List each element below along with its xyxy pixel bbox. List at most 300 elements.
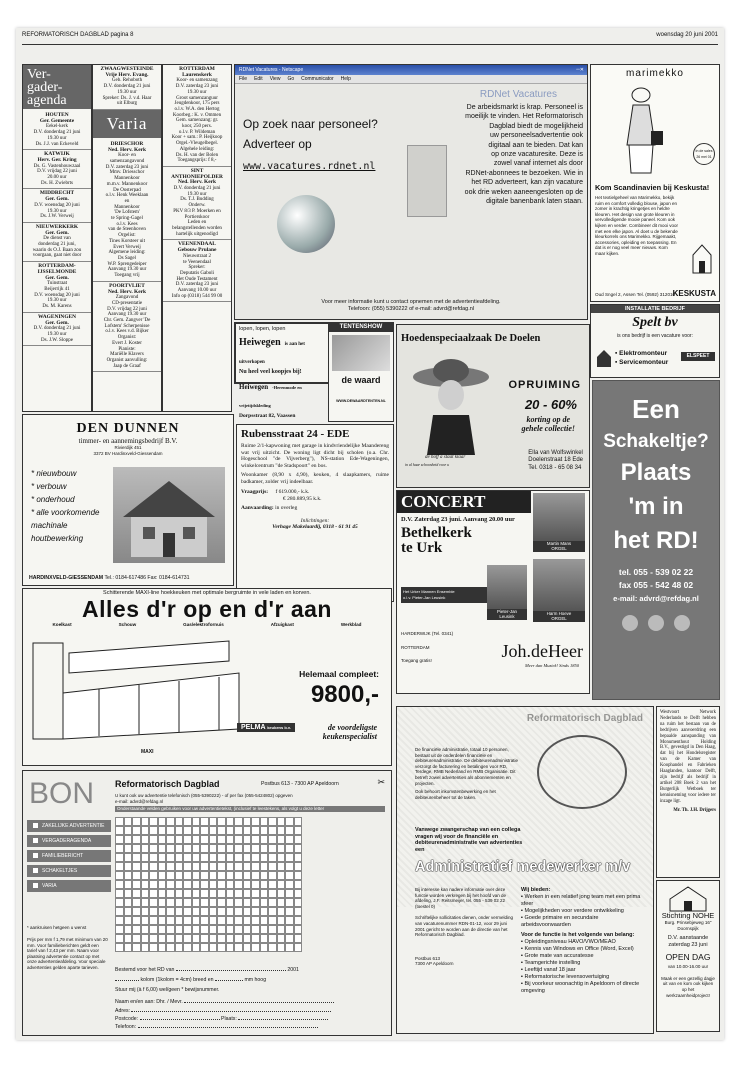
bon-grid-cell[interactable] [285, 880, 294, 889]
bon-grid-cell[interactable] [285, 862, 294, 871]
bon-grid-cell[interactable] [192, 853, 201, 862]
bon-grid-cell[interactable] [124, 817, 133, 826]
bon-grid-cell[interactable] [217, 817, 226, 826]
bon-grid-cell[interactable] [166, 925, 175, 934]
bon-addr-input[interactable] [131, 1011, 331, 1012]
bon-grid-cell[interactable] [260, 835, 269, 844]
bon-grid-cell[interactable] [217, 898, 226, 907]
bon-grid-cell[interactable] [243, 862, 252, 871]
bon-grid-cell[interactable] [158, 934, 167, 943]
bon-grid-cell[interactable] [124, 862, 133, 871]
bon-grid-cell[interactable] [243, 817, 252, 826]
bon-grid-cell[interactable] [124, 844, 133, 853]
bon-grid-cell[interactable] [149, 880, 158, 889]
bon-grid-cell[interactable] [158, 835, 167, 844]
bon-grid-cell[interactable] [285, 925, 294, 934]
bon-grid-cell[interactable] [260, 934, 269, 943]
bon-grid-cell[interactable] [192, 826, 201, 835]
bon-grid-cell[interactable] [294, 943, 303, 952]
bon-grid-cell[interactable] [234, 889, 243, 898]
bon-city-input[interactable] [238, 1019, 328, 1020]
checkbox-icon[interactable] [33, 883, 38, 888]
bon-grid-cell[interactable] [200, 862, 209, 871]
bon-grid-cell[interactable] [141, 862, 150, 871]
bon-grid-cell[interactable] [124, 880, 133, 889]
bon-grid-cell[interactable] [251, 925, 260, 934]
bon-grid-cell[interactable] [294, 817, 303, 826]
bon-grid-cell[interactable] [141, 844, 150, 853]
bon-grid-cell[interactable] [268, 916, 277, 925]
bon-grid-cell[interactable] [166, 934, 175, 943]
bon-grid-cell[interactable] [226, 943, 235, 952]
bon-grid-cell[interactable] [251, 916, 260, 925]
bon-grid-cell[interactable] [277, 817, 286, 826]
bon-grid-cell[interactable] [277, 835, 286, 844]
bon-grid-cell[interactable] [192, 871, 201, 880]
bon-grid-cell[interactable] [124, 871, 133, 880]
bon-grid-cell[interactable] [158, 880, 167, 889]
bon-grid-cell[interactable] [260, 916, 269, 925]
bon-grid-cell[interactable] [226, 898, 235, 907]
bon-grid-cell[interactable] [217, 844, 226, 853]
bon-grid-cell[interactable] [158, 817, 167, 826]
bon-grid-cell[interactable] [217, 835, 226, 844]
bon-grid-cell[interactable] [132, 943, 141, 952]
bon-grid-cell[interactable] [175, 826, 184, 835]
bon-grid-cell[interactable] [277, 862, 286, 871]
bon-grid-cell[interactable] [132, 898, 141, 907]
bon-grid-cell[interactable] [243, 871, 252, 880]
bon-grid-cell[interactable] [209, 916, 218, 925]
bon-grid-cell[interactable] [192, 880, 201, 889]
bon-grid-cell[interactable] [200, 835, 209, 844]
bon-grid-cell[interactable] [234, 880, 243, 889]
bon-grid-cell[interactable] [175, 844, 184, 853]
bon-grid-cell[interactable] [209, 871, 218, 880]
bon-grid-cell[interactable] [115, 889, 124, 898]
bon-grid-cell[interactable] [234, 844, 243, 853]
bon-grid-cell[interactable] [141, 907, 150, 916]
bon-grid-cell[interactable] [158, 871, 167, 880]
bon-grid-cell[interactable] [175, 943, 184, 952]
bon-grid-cell[interactable] [149, 943, 158, 952]
bon-grid-cell[interactable] [124, 835, 133, 844]
bon-grid-cell[interactable] [226, 826, 235, 835]
bon-grid-cell[interactable] [141, 889, 150, 898]
bon-grid-cell[interactable] [251, 817, 260, 826]
bon-grid-cell[interactable] [243, 880, 252, 889]
bon-grid-cell[interactable] [166, 943, 175, 952]
bon-grid-cell[interactable] [251, 943, 260, 952]
bon-grid-cell[interactable] [277, 826, 286, 835]
bon-grid-cell[interactable] [251, 889, 260, 898]
bon-grid-cell[interactable] [285, 817, 294, 826]
bon-grid-cell[interactable] [260, 844, 269, 853]
bon-grid-cell[interactable] [234, 853, 243, 862]
bon-grid-cell[interactable] [234, 925, 243, 934]
bon-grid-cell[interactable] [285, 853, 294, 862]
bon-grid-cell[interactable] [124, 898, 133, 907]
bon-grid-cell[interactable] [132, 934, 141, 943]
bon-name-input[interactable] [184, 1002, 334, 1003]
bon-grid-cell[interactable] [141, 943, 150, 952]
bon-grid-cell[interactable] [268, 826, 277, 835]
bon-zip-row[interactable]: Postcode: Plaats: [115, 1015, 385, 1023]
bon-grid-cell[interactable] [268, 817, 277, 826]
bon-grid-cell[interactable] [243, 853, 252, 862]
bon-grid-cell[interactable] [115, 844, 124, 853]
bon-grid-cell[interactable] [166, 916, 175, 925]
bon-grid-cell[interactable] [243, 934, 252, 943]
bon-category-checkbox[interactable]: FAMILIEBERICHT [27, 850, 111, 862]
bon-grid-cell[interactable] [294, 826, 303, 835]
bon-grid-cell[interactable] [166, 853, 175, 862]
bon-grid-cell[interactable] [192, 835, 201, 844]
bon-grid-cell[interactable] [141, 898, 150, 907]
bon-grid-cell[interactable] [260, 907, 269, 916]
bon-grid-cell[interactable] [294, 880, 303, 889]
bon-grid-cell[interactable] [158, 925, 167, 934]
bon-grid-cell[interactable] [234, 934, 243, 943]
bon-grid-cell[interactable] [268, 844, 277, 853]
bon-grid-cell[interactable] [192, 943, 201, 952]
bon-grid-cell[interactable] [277, 916, 286, 925]
bon-grid-cell[interactable] [183, 898, 192, 907]
bon-grid-cell[interactable] [183, 925, 192, 934]
bon-grid-cell[interactable] [285, 943, 294, 952]
bon-grid-cell[interactable] [115, 826, 124, 835]
bon-grid-cell[interactable] [268, 853, 277, 862]
bon-grid-cell[interactable] [226, 844, 235, 853]
bon-grid-cell[interactable] [175, 916, 184, 925]
bon-grid-cell[interactable] [277, 898, 286, 907]
bon-grid-cell[interactable] [115, 871, 124, 880]
bon-name-row[interactable]: Naam en/en aan: Dhr. / Mevr. [115, 997, 385, 1007]
bon-grid-cell[interactable] [192, 889, 201, 898]
bon-grid-cell[interactable] [260, 826, 269, 835]
bon-grid-cell[interactable] [158, 898, 167, 907]
bon-grid-cell[interactable] [192, 925, 201, 934]
bon-grid-cell[interactable] [226, 853, 235, 862]
bon-grid-cell[interactable] [183, 943, 192, 952]
bon-grid-cell[interactable] [294, 925, 303, 934]
bon-grid-cell[interactable] [217, 916, 226, 925]
bon-grid-cell[interactable] [175, 880, 184, 889]
bon-grid-cell[interactable] [285, 835, 294, 844]
bon-grid-cell[interactable] [217, 907, 226, 916]
bon-grid-cell[interactable] [183, 835, 192, 844]
checkbox-icon[interactable] [33, 868, 38, 873]
bon-grid-cell[interactable] [166, 871, 175, 880]
bon-grid-cell[interactable] [260, 925, 269, 934]
bon-grid-cell[interactable] [175, 934, 184, 943]
bon-grid-cell[interactable] [217, 853, 226, 862]
bon-grid-cell[interactable] [200, 817, 209, 826]
bon-grid-cell[interactable] [209, 880, 218, 889]
bon-grid-cell[interactable] [149, 907, 158, 916]
bon-grid-cell[interactable] [251, 853, 260, 862]
bon-grid-cell[interactable] [175, 862, 184, 871]
bon-grid-cell[interactable] [141, 934, 150, 943]
bon-grid-cell[interactable] [115, 934, 124, 943]
bon-grid-cell[interactable] [268, 871, 277, 880]
bon-grid-cell[interactable] [158, 844, 167, 853]
bon-grid-cell[interactable] [277, 844, 286, 853]
bon-grid-cell[interactable] [124, 889, 133, 898]
bon-grid-cell[interactable] [200, 880, 209, 889]
bon-grid-cell[interactable] [277, 907, 286, 916]
bon-grid-cell[interactable] [200, 898, 209, 907]
bon-grid-cell[interactable] [243, 844, 252, 853]
bon-grid-cell[interactable] [260, 943, 269, 952]
bon-grid-cell[interactable] [285, 898, 294, 907]
bon-grid-cell[interactable] [251, 844, 260, 853]
bon-category-checkbox[interactable]: VARIA [27, 880, 111, 892]
bon-grid-cell[interactable] [294, 934, 303, 943]
bon-grid-cell[interactable] [175, 898, 184, 907]
bon-grid-cell[interactable] [175, 835, 184, 844]
bon-grid-cell[interactable] [260, 880, 269, 889]
menu-item-view[interactable]: View [269, 76, 281, 82]
bon-grid-cell[interactable] [132, 871, 141, 880]
bon-grid-cell[interactable] [192, 862, 201, 871]
bon-grid-cell[interactable] [158, 826, 167, 835]
bon-grid-cell[interactable] [243, 916, 252, 925]
bon-grid-cell[interactable] [277, 943, 286, 952]
bon-grid-cell[interactable] [209, 925, 218, 934]
bon-grid-cell[interactable] [268, 880, 277, 889]
bon-grid-cell[interactable] [234, 916, 243, 925]
bon-category-checkbox[interactable]: SCHAKELTJES [27, 865, 111, 877]
bon-grid-cell[interactable] [175, 925, 184, 934]
bon-grid-cell[interactable] [132, 826, 141, 835]
bon-grid-cell[interactable] [294, 844, 303, 853]
bon-grid-cell[interactable] [268, 898, 277, 907]
bon-grid-cell[interactable] [268, 907, 277, 916]
bon-grid-cell[interactable] [124, 916, 133, 925]
bon-grid-cell[interactable] [285, 826, 294, 835]
bon-grid-cell[interactable] [226, 934, 235, 943]
bon-grid-cell[interactable] [132, 889, 141, 898]
bon-grid-cell[interactable] [141, 835, 150, 844]
bon-grid-cell[interactable] [226, 916, 235, 925]
bon-grid-cell[interactable] [183, 871, 192, 880]
bon-grid-cell[interactable] [285, 889, 294, 898]
bon-grid-cell[interactable] [192, 907, 201, 916]
bon-grid-cell[interactable] [277, 880, 286, 889]
bon-grid-cell[interactable] [260, 871, 269, 880]
bon-zip-input[interactable] [140, 1019, 220, 1020]
bon-grid-cell[interactable] [149, 934, 158, 943]
bon-grid-cell[interactable] [234, 907, 243, 916]
bon-grid-cell[interactable] [234, 835, 243, 844]
bon-grid-cell[interactable] [294, 916, 303, 925]
bon-grid-cell[interactable] [158, 853, 167, 862]
bon-grid-cell[interactable] [277, 871, 286, 880]
bon-grid-cell[interactable] [166, 862, 175, 871]
bon-grid-cell[interactable] [277, 853, 286, 862]
bon-grid-cell[interactable] [226, 871, 235, 880]
bon-grid-cell[interactable] [149, 817, 158, 826]
bon-grid-cell[interactable] [268, 925, 277, 934]
bon-grid-cell[interactable] [183, 853, 192, 862]
bon-grid-cell[interactable] [234, 898, 243, 907]
bon-grid-cell[interactable] [149, 898, 158, 907]
bon-grid-cell[interactable] [115, 853, 124, 862]
bon-grid-cell[interactable] [141, 880, 150, 889]
bon-grid-cell[interactable] [251, 835, 260, 844]
bon-tel-row[interactable]: Telefoon: [115, 1023, 385, 1031]
bon-grid-cell[interactable] [141, 916, 150, 925]
bon-grid-cell[interactable] [183, 844, 192, 853]
bon-grid-cell[interactable] [192, 898, 201, 907]
bon-grid-cell[interactable] [183, 916, 192, 925]
checkbox-icon[interactable] [33, 853, 38, 858]
bon-grid-cell[interactable] [166, 880, 175, 889]
bon-grid-cell[interactable] [132, 817, 141, 826]
bon-grid-cell[interactable] [115, 916, 124, 925]
bon-grid-cell[interactable] [158, 916, 167, 925]
bon-grid-cell[interactable] [124, 943, 133, 952]
bon-grid-cell[interactable] [141, 826, 150, 835]
bon-grid-cell[interactable] [251, 907, 260, 916]
bon-grid-cell[interactable] [132, 880, 141, 889]
bon-grid-cell[interactable] [175, 871, 184, 880]
bon-grid-cell[interactable] [217, 871, 226, 880]
bon-columns-input[interactable] [115, 980, 139, 981]
bon-grid-cell[interactable] [234, 862, 243, 871]
bon-grid-cell[interactable] [234, 943, 243, 952]
bon-grid-cell[interactable] [251, 871, 260, 880]
bon-grid-cell[interactable] [260, 853, 269, 862]
bon-grid-cell[interactable] [200, 826, 209, 835]
bon-grid-cell[interactable] [124, 907, 133, 916]
bon-grid-cell[interactable] [217, 925, 226, 934]
bon-grid-cell[interactable] [158, 907, 167, 916]
bon-grid-cell[interactable] [234, 871, 243, 880]
bon-grid-cell[interactable] [166, 889, 175, 898]
bon-grid-cell[interactable] [268, 862, 277, 871]
bon-grid-cell[interactable] [141, 871, 150, 880]
bon-grid-cell[interactable] [200, 871, 209, 880]
bon-grid-cell[interactable] [209, 907, 218, 916]
bon-grid-cell[interactable] [115, 862, 124, 871]
bon-grid-cell[interactable] [183, 862, 192, 871]
bon-grid-cell[interactable] [285, 916, 294, 925]
bon-grid-cell[interactable] [251, 862, 260, 871]
bon-grid-cell[interactable] [294, 889, 303, 898]
bon-grid-cell[interactable] [166, 835, 175, 844]
bon-grid-cell[interactable] [285, 907, 294, 916]
bon-grid-cell[interactable] [277, 925, 286, 934]
bon-grid-cell[interactable] [200, 844, 209, 853]
bon-grid-cell[interactable] [158, 943, 167, 952]
menu-item-file[interactable]: File [239, 76, 248, 82]
bon-grid-cell[interactable] [149, 871, 158, 880]
bon-grid-cell[interactable] [149, 826, 158, 835]
bon-grid-cell[interactable] [166, 844, 175, 853]
bon-grid-cell[interactable] [132, 844, 141, 853]
bon-tel-input[interactable] [138, 1027, 318, 1028]
bon-grid-cell[interactable] [294, 862, 303, 871]
bon-grid-cell[interactable] [285, 871, 294, 880]
menu-item-communicator[interactable]: Communicator [301, 76, 334, 82]
bon-grid-cell[interactable] [175, 817, 184, 826]
bon-grid-cell[interactable] [115, 835, 124, 844]
bon-grid-cell[interactable] [149, 844, 158, 853]
bon-grid-cell[interactable] [149, 925, 158, 934]
bon-grid-cell[interactable] [217, 934, 226, 943]
bon-grid-cell[interactable] [243, 925, 252, 934]
bon-category-checkbox[interactable]: VERGADERAGENDA [27, 835, 111, 847]
bon-grid-cell[interactable] [183, 880, 192, 889]
bon-grid-cell[interactable] [209, 835, 218, 844]
checkbox-icon[interactable] [33, 823, 38, 828]
bon-grid-cell[interactable] [268, 943, 277, 952]
bon-grid-cell[interactable] [149, 853, 158, 862]
bon-grid-cell[interactable] [260, 898, 269, 907]
bon-grid-cell[interactable] [226, 862, 235, 871]
bon-grid-cell[interactable] [209, 853, 218, 862]
bon-grid-cell[interactable] [141, 925, 150, 934]
bon-grid-cell[interactable] [115, 880, 124, 889]
bon-grid-cell[interactable] [132, 907, 141, 916]
bon-grid-cell[interactable] [175, 907, 184, 916]
bon-grid-cell[interactable] [251, 880, 260, 889]
bon-grid-cell[interactable] [158, 862, 167, 871]
bon-grid-cell[interactable] [243, 835, 252, 844]
bon-height-input[interactable] [215, 980, 243, 981]
bon-grid-cell[interactable] [243, 898, 252, 907]
menu-item-help[interactable]: Help [340, 76, 351, 82]
bon-grid-cell[interactable] [132, 916, 141, 925]
bon-grid-cell[interactable] [268, 835, 277, 844]
bon-grid-cell[interactable] [132, 853, 141, 862]
bon-grid-cell[interactable] [200, 925, 209, 934]
bon-grid-cell[interactable] [115, 817, 124, 826]
bon-grid-cell[interactable] [175, 853, 184, 862]
bon-grid-cell[interactable] [209, 898, 218, 907]
bon-grid-cell[interactable] [251, 934, 260, 943]
bon-grid-cell[interactable] [149, 889, 158, 898]
bon-grid-cell[interactable] [149, 862, 158, 871]
bon-grid-cell[interactable] [124, 925, 133, 934]
bon-grid-cell[interactable] [200, 889, 209, 898]
bon-grid-cell[interactable] [166, 898, 175, 907]
bon-grid-cell[interactable] [243, 943, 252, 952]
checkbox-icon[interactable] [33, 838, 38, 843]
bon-addr-row[interactable]: Adres: [115, 1007, 385, 1015]
bon-grid-cell[interactable] [226, 925, 235, 934]
bon-grid-cell[interactable] [192, 934, 201, 943]
bon-grid-cell[interactable] [226, 907, 235, 916]
bon-grid-cell[interactable] [149, 916, 158, 925]
bon-grid-cell[interactable] [285, 844, 294, 853]
bon-grid-cell[interactable] [183, 907, 192, 916]
bon-grid-cell[interactable] [115, 907, 124, 916]
bon-text-grid[interactable] [115, 817, 302, 952]
bon-grid-cell[interactable] [183, 826, 192, 835]
bon-grid-cell[interactable] [294, 907, 303, 916]
bon-grid-cell[interactable] [294, 871, 303, 880]
bon-grid-cell[interactable] [166, 907, 175, 916]
bon-grid-cell[interactable] [217, 880, 226, 889]
bon-grid-cell[interactable] [132, 835, 141, 844]
bon-grid-cell[interactable] [268, 934, 277, 943]
bon-grid-cell[interactable] [183, 934, 192, 943]
bon-grid-cell[interactable] [234, 817, 243, 826]
bon-grid-cell[interactable] [234, 826, 243, 835]
